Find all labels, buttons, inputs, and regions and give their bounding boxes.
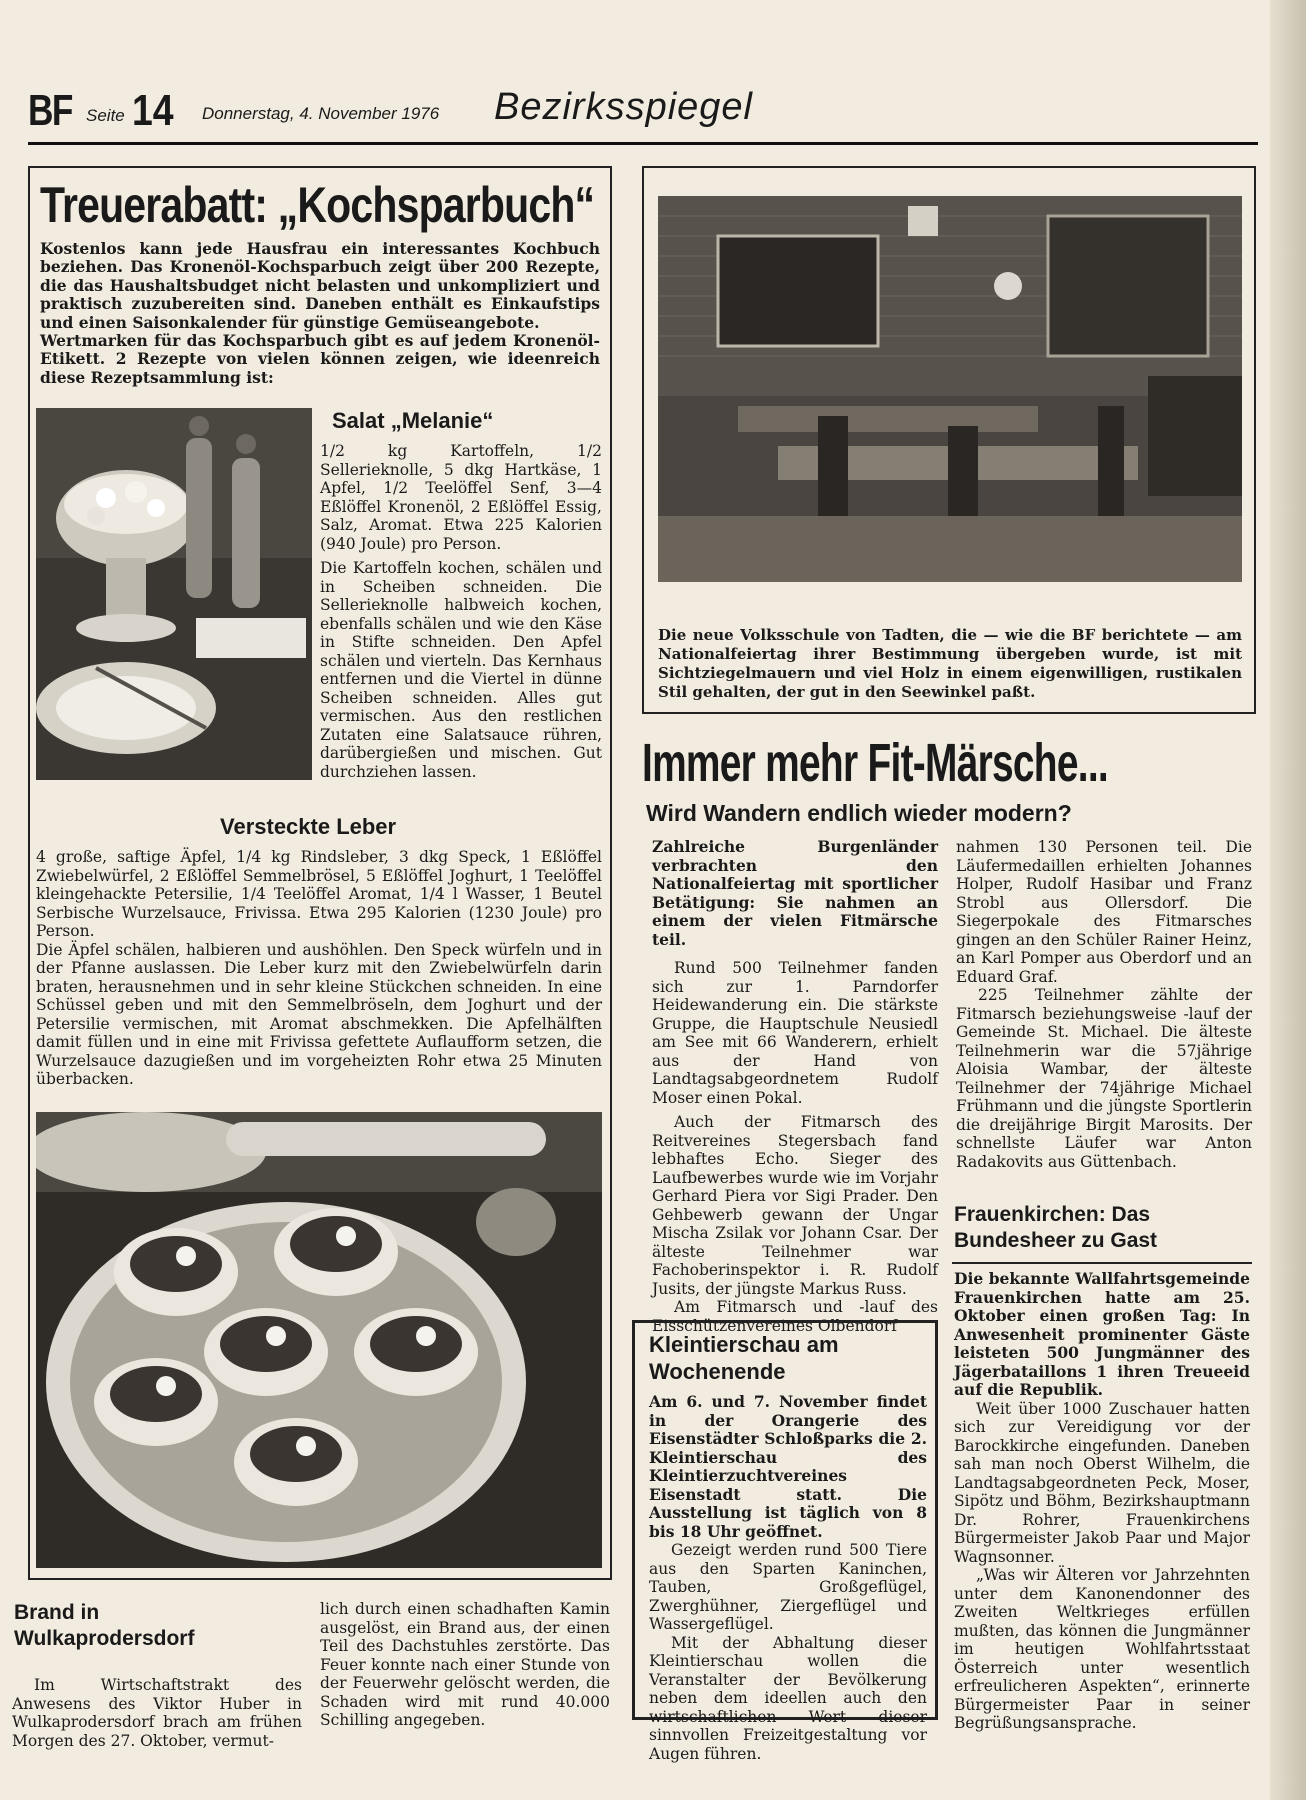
seite-label: Seite	[86, 106, 125, 125]
leber-title: Versteckte Leber	[220, 814, 397, 839]
school-photo	[658, 196, 1242, 582]
kleintierschau-title: Kleintierschau am Wochenende	[649, 1332, 839, 1384]
frauenkirchen-p1: Weit über 1000 Zuschauer hatten sich zur Vereidigung vor der Barockkirche eingefunden. Daneben sah man noch Oberst Wilhelm, die Landtagsabgeordneten Peck, Moser, Sipötz und Böhm, Bezirkshauptmann Dr. Rohrer, Frauenkirchens Bürgermeister Jakob Paar und Major Wagnsonner.	[954, 1399, 1250, 1566]
kleintierschau-p1: Gezeigt werden rund 500 Tiere aus den Sparten Kaninchen, Tauben, Großgeflügel, Zwerghühner, Ziergeflügel und Wassergeflügel.	[649, 1541, 927, 1633]
page-number: 14	[132, 86, 174, 135]
brand-column-1	[12, 1676, 302, 1750]
fitmarsch-body-1	[652, 959, 938, 1335]
fitmarsch-lead: Zahlreiche Burgenländer verbrachten den Nationalfeiertag mit sportlicher Betätigung: Sie nahmen an einem der vielen Fitmärsche teil.	[652, 837, 938, 949]
fitmarsch-column-2	[956, 838, 1252, 1171]
kochsparbuch-article	[28, 166, 612, 1580]
fitmarsch-p3: Am Fitmarsch und -lauf des Eisschützenvereines Olbendorf	[652, 1298, 938, 1335]
brand-column-2	[320, 1600, 610, 1730]
kleintierschau-body	[649, 1393, 927, 1763]
frauenkirchen-text	[954, 1400, 1250, 1733]
brand-p1: Im Wirtschaftstrakt des Anwesens des Viktor Huber in Wulkaprodersdorf brach am frühen Morgen des 27. Oktober, vermut-	[12, 1676, 302, 1750]
fitmarsch-headline: Immer mehr Fit-Märsche...	[642, 733, 1108, 793]
frauenkirchen-p2: „Was wir Älteren vor Jahrzehnten unter dem Kanonendonner des Zweiten Weltkrieges erfüllen mußten, das können die Jungmänner im heutigen Wohlfahrtsstaat Österreich unter wesentlich erfreulicheren Aspekten“, erinnerte Bürgermeister Paar in seiner Begrüßungsansprache.	[954, 1566, 1250, 1732]
article-headline: Treuerabatt: „Kochsparbuch“	[40, 177, 595, 233]
frauenkirchen-rule	[952, 1262, 1252, 1264]
brand-p2: lich durch einen schadhaften Kamin ausgelöst, ein Brand aus, der einen Teil des Dachstuhles zerstörte. Das Feuer konnte nach einer Stunde von der Feuerwehr gelöscht werden, die Schaden wird mit rund 40.000 Schilling angegeben.	[320, 1600, 610, 1729]
brand-title: Brand in Wulkaprodersdorf	[14, 1601, 195, 1650]
fitmarsch-column-1	[652, 838, 938, 1335]
section-title: Bezirksspiegel	[494, 86, 753, 128]
fitmarsch-dek: Wird Wandern endlich wieder modern?	[646, 800, 1072, 826]
frauenkirchen-title: Frauenkirchen: Das Bundesheer zu Gast	[954, 1203, 1158, 1252]
lead-paragraph: Kostenlos kann jede Hausfrau ein interessantes Kochbuch beziehen. Das Kronenöl-Kochsparbuch zeigt über 200 Rezepte, die das Haushaltsbudget nicht belasten und unkompliziert und praktisch zuzubereiten sind. Daneben enthält es Einkaufstips und einen Saisonkalender für günstige Gemüseangebote.	[40, 239, 600, 332]
issue-date: Donnerstag, 4. November 1976	[202, 104, 440, 123]
salat-recipe	[320, 442, 602, 781]
salat-title: Salat „Melanie“	[332, 408, 494, 433]
leber-method: Die Äpfel schälen, halbieren und aushöhlen. Den Speck würfeln und in der Pfanne auslassen. Die Leber kurz mit den Zwiebelwürfeln darin braten, herausnehmen und in sehr kleine Stückchen schneiden. In eine Schüssel geben und mit den Semmelbröseln, dem Joghurt und der Petersilie vermischen, mit Aromat abschmekken. Die Apfelhälften damit füllen und in eine mit Frivissa gefettete Auflaufform setzen, die Wurzelsauce dazugießen und im vorgeheizten Rohr etwa 25 Minuten überbacken.	[36, 940, 602, 1088]
frauenkirchen-lead: Die bekannte Wallfahrtsgemeinde Frauenkirchen hatte am 25. Oktober einen großen Tag: In Anwesenheit prominenter Gäste leisteten 500 Jungmänner des Jägerbataillons 1 ihren Treueeid auf die Republik.	[954, 1269, 1250, 1399]
school-photo-box	[642, 166, 1256, 714]
stuffed-apples-photo	[36, 1112, 602, 1568]
kleintierschau-lead: Am 6. und 7. November findet in der Orangerie des Eisenstädter Schloßparks die 2. Kleintierschau des Kleintierzuchtvereines Eisenstadt statt. Die Ausstellung ist täglich von 8 bis 18 Uhr geöffnet.	[649, 1392, 927, 1541]
page-edge	[1270, 0, 1306, 1800]
frauenkirchen-body	[954, 1270, 1250, 1733]
leber-ingredients: 4 große, saftige Äpfel, 1/4 kg Rindsleber, 3 dkg Speck, 1 Eßlöffel Zwiebelwürfel, 2 Eßlöffel Semmelbrösel, 5 Eßlöffel Joghurt, 1 Teelöffel kleingehackte Petersilie, 1/4 Teelöffel Aromat, 1/4 l Wasser, 1 Beutel Serbische Wurzelsauce, Frivissa. Etwa 295 Kalorien (1230 Joule) pro Person.	[36, 848, 602, 940]
kleintierschau-article	[632, 1320, 938, 1763]
salad-photo	[36, 408, 312, 780]
kleintierschau-p2: Mit der Abhaltung dieser Kleintierschau wollen die Veranstalter der Bevölkerung neben dem ideellen auch den wirtschaftlichen Wert dieser sinnvollen Freizeitgestaltung vor Augen führen.	[649, 1633, 927, 1763]
salat-ingredients: 1/2 kg Kartoffeln, 1/2 Sellerieknolle, 5 dkg Hartkäse, 1 Apfel, 1/2 Teelöffel Senf, 3—4 Eßlöffel Kronenöl, 2 Eßlöffel Essig, Salz, Aromat. Etwa 225 Kalorien (940 Joule) pro Person.	[320, 442, 602, 553]
leber-recipe	[36, 848, 602, 1089]
kleintierschau-text	[649, 1541, 927, 1763]
page-header	[28, 86, 1258, 142]
fitmarsch-p4: nahmen 130 Personen teil. Die Läufermedaillen erhielten Johannes Holper, Rudolf Hasibar und Franz Strobl aus Ollersdorf. Die Siegerpokale des Fitmarsches gingen an den Schüler Rainer Heinz, an Karl Pomper aus Oberdorf und an Eduard Graf.	[956, 838, 1252, 986]
lead-paragraph-2: Wertmarken für das Kochsparbuch gibt es auf jedem Kronenöl-Etikett. 2 Rezepte von vielen können zeigen, wie ideenreich diese Rezeptsammlung ist:	[40, 331, 600, 387]
fitmarsch-p1: Rund 500 Teilnehmer fanden sich zur 1. Parndorfer Heidewanderung ein. Die stärkste Gruppe, die Hauptschule Neusiedl am See mit 66 Wanderern, erhielt aus der Hand von Landtagsabgeordnetem Rudolf Moser einen Pokal.	[652, 959, 938, 1107]
fitmarsch-p5: 225 Teilnehmer zählte der Fitmarsch beziehungsweise -lauf der Gemeinde St. Michael. Die älteste Teilnehmerin war die 57jährige Aloisia Wambar, der älteste Teilnehmer der 74jährige Michael Frühmann und die jüngste Sportlerin die dreijährige Birgit Marosits. Der schnellste Läufer war Anton Radakovits aus Güttenbach.	[956, 986, 1252, 1171]
paper-logo: BF	[28, 86, 72, 135]
header-rule	[28, 142, 1258, 145]
fitmarsch-p2: Auch der Fitmarsch des Reitvereines Stegersbach fand lebhaftes Echo. Sieger des Laufbewerbes wurde wie im Vorjahr Gerhard Piera vor Sigi Prader. Den Gehbewerb gewann der Ungar Mischa Zsilak vor Johann Csar. Der älteste Teilnehmer war Fachoberinspektor i. R. Rudolf Jusits, der jüngste Markus Russ.	[652, 1113, 938, 1298]
salat-method: Die Kartoffeln kochen, schälen und in Scheiben schneiden. Die Sellerieknolle halbweich kochen, ebenfalls schälen und wie den Käse in Stifte schneiden. Den Apfel schälen und vierteln. Das Kernhaus entfernen und die Viertel in dünne Scheiben schneiden. Alles gut vermischen. Aus den restlichen Zutaten eine Salatsauce rühren, darübergießen und mischen. Gut durchziehen lassen.	[320, 559, 602, 781]
article-lead	[40, 240, 600, 387]
school-photo-caption: Die neue Volksschule von Tadten, die — wie die BF berichtete — am Nationalfeiertag ihrer Bestimmung übergeben wurde, ist mit Sichtziegelmauern und viel Holz in einem eigenwilligen, rustikalen Stil gehalten, der gut in den Seewinkel paßt.	[658, 626, 1242, 701]
